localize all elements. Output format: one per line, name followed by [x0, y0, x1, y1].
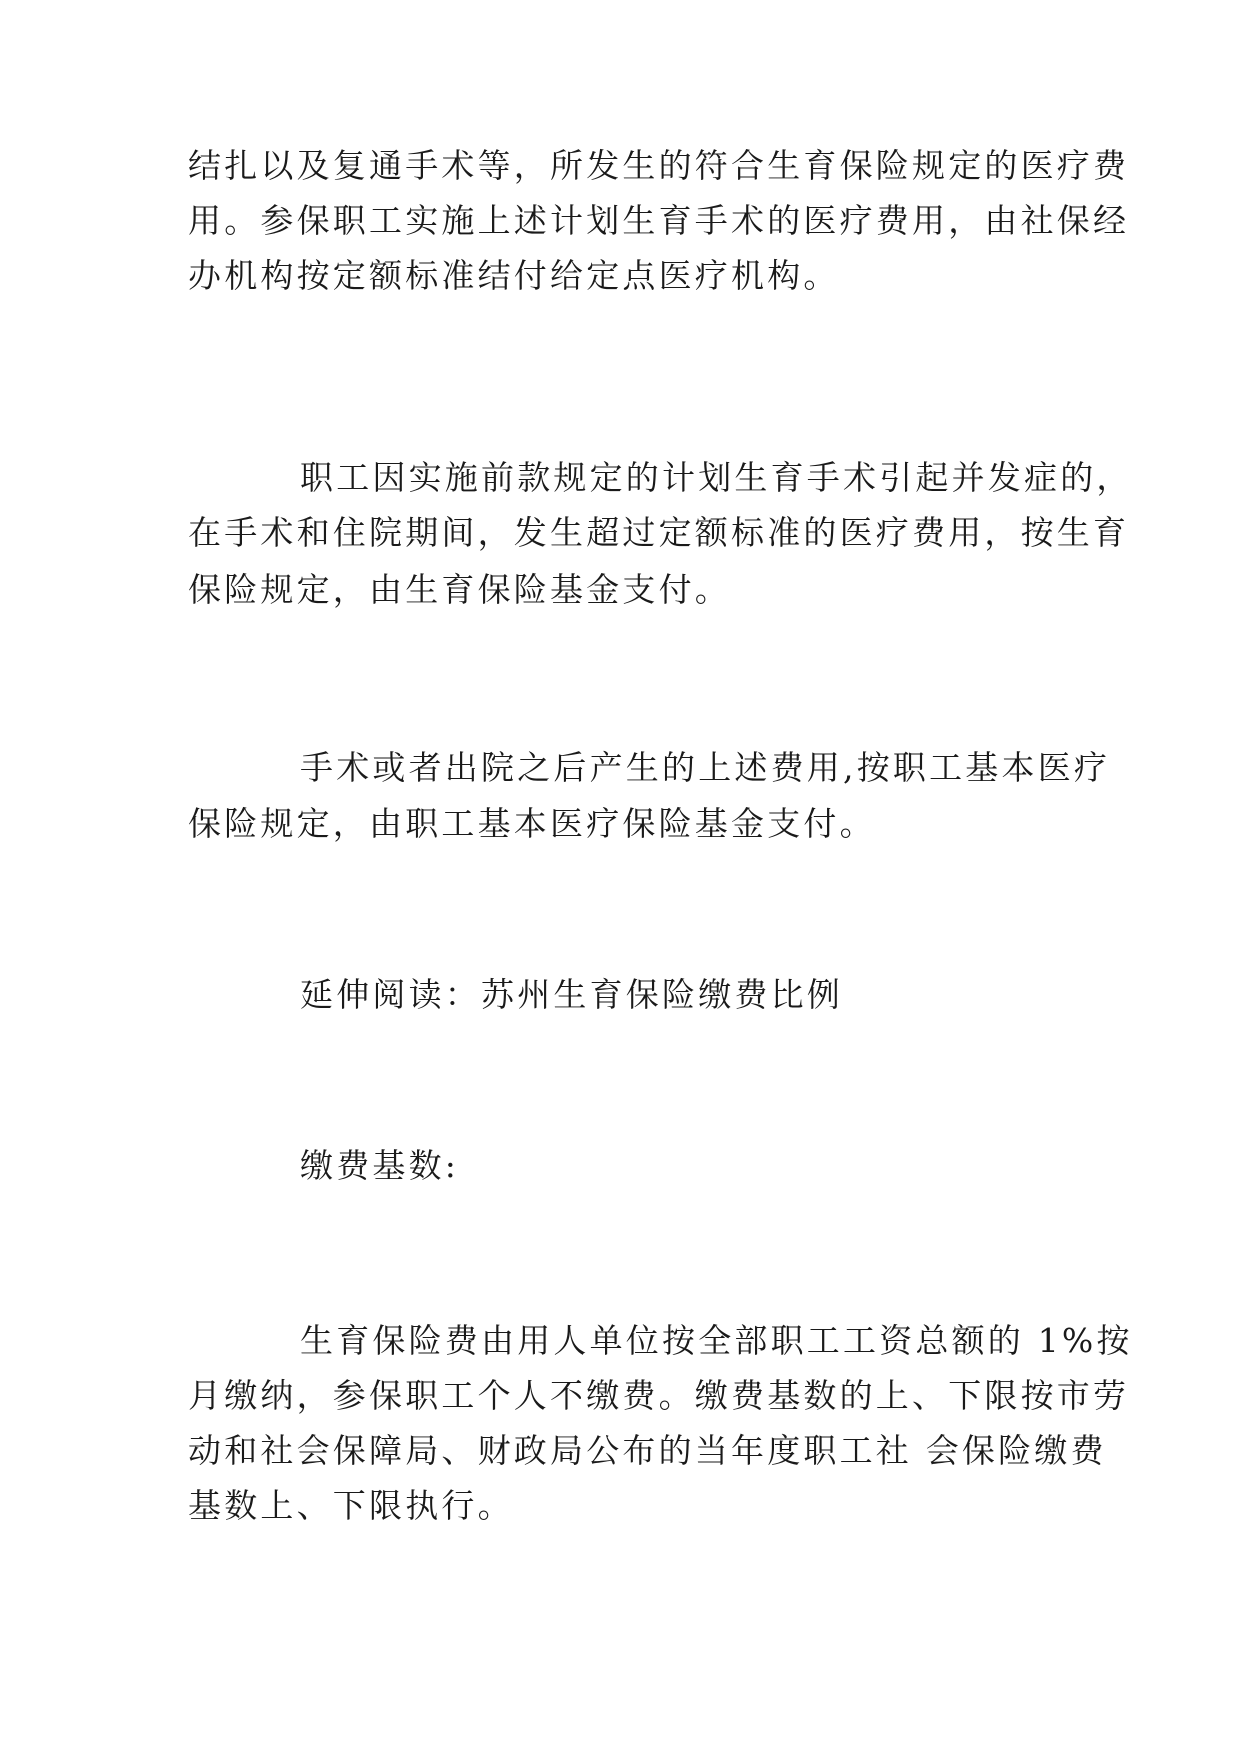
text-line: 结扎以及复通手术等，所发生的符合生育保险规定的医疗费: [188, 146, 1130, 185]
text-line: 月缴纳，参保职工个人不缴费。缴费基数的上、下限按市劳: [188, 1376, 1130, 1415]
text-line: 保险规定，由职工基本医疗保险基金支付。: [188, 804, 876, 843]
text-line: 缴费基数:: [300, 1146, 460, 1185]
text-line: 生育保险费由用人单位按全部职工工资总额的 1%按: [300, 1321, 1133, 1360]
text-line: 手术或者出院之后产生的上述费用,按职工基本医疗: [300, 748, 1111, 787]
text-line: 在手术和住院期间，发生超过定额标准的医疗费用，按生育: [188, 513, 1130, 552]
text-line: 动和社会保障局、财政局公布的当年度职工社 会保险缴费: [188, 1431, 1107, 1470]
text-line: 基数上、下限执行。: [188, 1486, 514, 1525]
text-line: 用。参保职工实施上述计划生育手术的医疗费用，由社保经: [188, 201, 1130, 240]
text-line: 职工因实施前款规定的计划生育手术引起并发症的，: [300, 458, 1133, 497]
text-line: 保险规定，由生育保险基金支付。: [188, 570, 731, 609]
text-line: 办机构按定额标准结付给定点医疗机构。: [188, 256, 840, 295]
text-line: 延伸阅读：苏州生育保险缴费比例: [300, 975, 843, 1014]
